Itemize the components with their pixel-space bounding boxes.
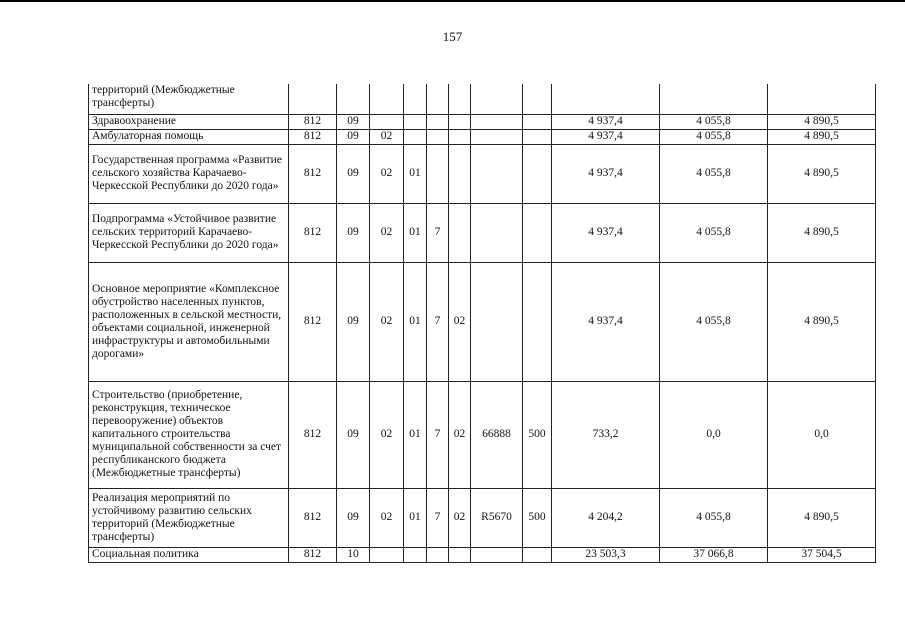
cell-expense-type — [523, 262, 552, 381]
cell-target-direction: 66888 — [471, 381, 523, 488]
cell-razdel: 09 — [337, 381, 370, 488]
table-row — [89, 381, 876, 488]
cell-glava — [289, 84, 337, 114]
cell-sum-year-1: 4 937,4 — [552, 144, 660, 203]
cell-target-event: 02 — [449, 488, 471, 547]
cell-name: территорий (Межбюджетные трансферты) — [89, 84, 289, 114]
table-row — [89, 84, 876, 114]
cell-glava: 812 — [289, 114, 337, 129]
cell-name: Основное мероприятие «Комплексное обустройство населенных пунктов, расположенных в сельской местности, объектами социальной, инженерной инфраструктуры и автомобильными дорогами» — [89, 262, 289, 381]
cell-target-event: 02 — [449, 381, 471, 488]
cell-expense-type — [523, 114, 552, 129]
cell-name: Государственная программа «Развитие сельского хозяйства Карачаево-Черкесской Республики до 2020 года» — [89, 144, 289, 203]
cell-razdel: 09 — [337, 488, 370, 547]
cell-target-event — [449, 547, 471, 562]
cell-razdel: 09 — [337, 262, 370, 381]
cell-glava: 812 — [289, 144, 337, 203]
cell-name: Социальная политика — [89, 547, 289, 562]
cell-expense-type: 500 — [523, 488, 552, 547]
cell-razdel: 09 — [337, 203, 370, 262]
cell-sum-year-2: 4 055,8 — [660, 203, 768, 262]
cell-sum-year-1 — [552, 84, 660, 114]
cell-podrazdel — [370, 547, 404, 562]
cell-sum-year-3: 0,0 — [768, 381, 876, 488]
cell-sum-year-3: 4 890,5 — [768, 488, 876, 547]
cell-expense-type — [523, 547, 552, 562]
budget-table — [88, 84, 876, 563]
cell-target-direction — [471, 84, 523, 114]
cell-target-event — [449, 144, 471, 203]
cell-target-subprogram: 7 — [427, 381, 449, 488]
cell-podrazdel: 02 — [370, 129, 404, 144]
cell-name: Строительство (приобретение, реконструкция, техническое перевооружение) объектов капитального строительства муниципальной собственности за счет республиканского бюджета (Межбюджетные трансферты) — [89, 381, 289, 488]
cell-glava: 812 — [289, 547, 337, 562]
cell-sum-year-2: 4 055,8 — [660, 488, 768, 547]
page-number: 157 — [442, 29, 463, 44]
cell-sum-year-3: 4 890,5 — [768, 262, 876, 381]
cell-razdel: 10 — [337, 547, 370, 562]
cell-target-subprogram — [427, 114, 449, 129]
table-body — [89, 84, 876, 562]
table-row — [89, 488, 876, 547]
table-row — [89, 129, 876, 144]
cell-podrazdel: 02 — [370, 203, 404, 262]
cell-sum-year-3: 37 504,5 — [768, 547, 876, 562]
cell-target-direction — [471, 114, 523, 129]
cell-sum-year-2: 4 055,8 — [660, 129, 768, 144]
cell-name: Реализация мероприятий по устойчивому развитию сельских территорий (Межбюджетные трансферты) — [89, 488, 289, 547]
cell-target-subprogram — [427, 547, 449, 562]
cell-target-direction — [471, 203, 523, 262]
cell-target-event — [449, 129, 471, 144]
cell-glava: 812 — [289, 488, 337, 547]
cell-sum-year-1: 4 937,4 — [552, 114, 660, 129]
cell-expense-type — [523, 129, 552, 144]
cell-name: Подпрограмма «Устойчивое развитие сельских территорий Карачаево-Черкесской Республики до 2020 года» — [89, 203, 289, 262]
cell-target-event — [449, 84, 471, 114]
cell-sum-year-3: 4 890,5 — [768, 203, 876, 262]
cell-sum-year-1: 23 503,3 — [552, 547, 660, 562]
cell-podrazdel: 02 — [370, 144, 404, 203]
cell-target-subprogram — [427, 144, 449, 203]
cell-sum-year-2: 4 055,8 — [660, 144, 768, 203]
cell-sum-year-2 — [660, 84, 768, 114]
cell-glava: 812 — [289, 262, 337, 381]
cell-sum-year-1: 4 937,4 — [552, 262, 660, 381]
cell-sum-year-2: 0,0 — [660, 381, 768, 488]
cell-target-subprogram — [427, 129, 449, 144]
cell-target-event — [449, 114, 471, 129]
cell-name: Амбулаторная помощь — [89, 129, 289, 144]
cell-sum-year-1: 4 937,4 — [552, 203, 660, 262]
cell-podrazdel — [370, 114, 404, 129]
cell-target-program — [404, 84, 427, 114]
cell-razdel — [337, 84, 370, 114]
cell-sum-year-1: 733,2 — [552, 381, 660, 488]
cell-podrazdel — [370, 84, 404, 114]
cell-razdel: 09 — [337, 144, 370, 203]
cell-glava: 812 — [289, 129, 337, 144]
cell-podrazdel: 02 — [370, 381, 404, 488]
cell-expense-type — [523, 84, 552, 114]
cell-podrazdel: 02 — [370, 488, 404, 547]
cell-target-event — [449, 203, 471, 262]
cell-target-subprogram: 7 — [427, 488, 449, 547]
cell-sum-year-2: 4 055,8 — [660, 114, 768, 129]
cell-target-program: 01 — [404, 262, 427, 381]
cell-razdel: 09 — [337, 129, 370, 144]
cell-target-subprogram: 7 — [427, 262, 449, 381]
cell-podrazdel: 02 — [370, 262, 404, 381]
cell-glava: 812 — [289, 203, 337, 262]
cell-sum-year-1: 4 937,4 — [552, 129, 660, 144]
cell-target-direction — [471, 262, 523, 381]
cell-sum-year-3 — [768, 84, 876, 114]
table-row — [89, 114, 876, 129]
cell-target-program: 01 — [404, 144, 427, 203]
cell-glava: 812 — [289, 381, 337, 488]
table-row — [89, 547, 876, 562]
cell-expense-type — [523, 144, 552, 203]
cell-target-event: 02 — [449, 262, 471, 381]
cell-expense-type: 500 — [523, 381, 552, 488]
cell-target-program: 01 — [404, 203, 427, 262]
cell-razdel: 09 — [337, 114, 370, 129]
cell-target-program — [404, 114, 427, 129]
cell-sum-year-2: 4 055,8 — [660, 262, 768, 381]
cell-sum-year-1: 4 204,2 — [552, 488, 660, 547]
cell-target-direction — [471, 129, 523, 144]
table-row — [89, 203, 876, 262]
cell-target-direction — [471, 144, 523, 203]
cell-target-program — [404, 547, 427, 562]
cell-target-subprogram — [427, 84, 449, 114]
cell-expense-type — [523, 203, 552, 262]
cell-sum-year-2: 37 066,8 — [660, 547, 768, 562]
table-row — [89, 144, 876, 203]
table-row — [89, 262, 876, 381]
cell-target-direction — [471, 547, 523, 562]
cell-sum-year-3: 4 890,5 — [768, 129, 876, 144]
cell-target-program — [404, 129, 427, 144]
cell-name: Здравоохранение — [89, 114, 289, 129]
cell-sum-year-3: 4 890,5 — [768, 114, 876, 129]
page-top-border — [0, 0, 905, 2]
cell-target-direction: R5670 — [471, 488, 523, 547]
cell-target-program: 01 — [404, 488, 427, 547]
cell-sum-year-3: 4 890,5 — [768, 144, 876, 203]
cell-target-program: 01 — [404, 381, 427, 488]
cell-target-subprogram: 7 — [427, 203, 449, 262]
